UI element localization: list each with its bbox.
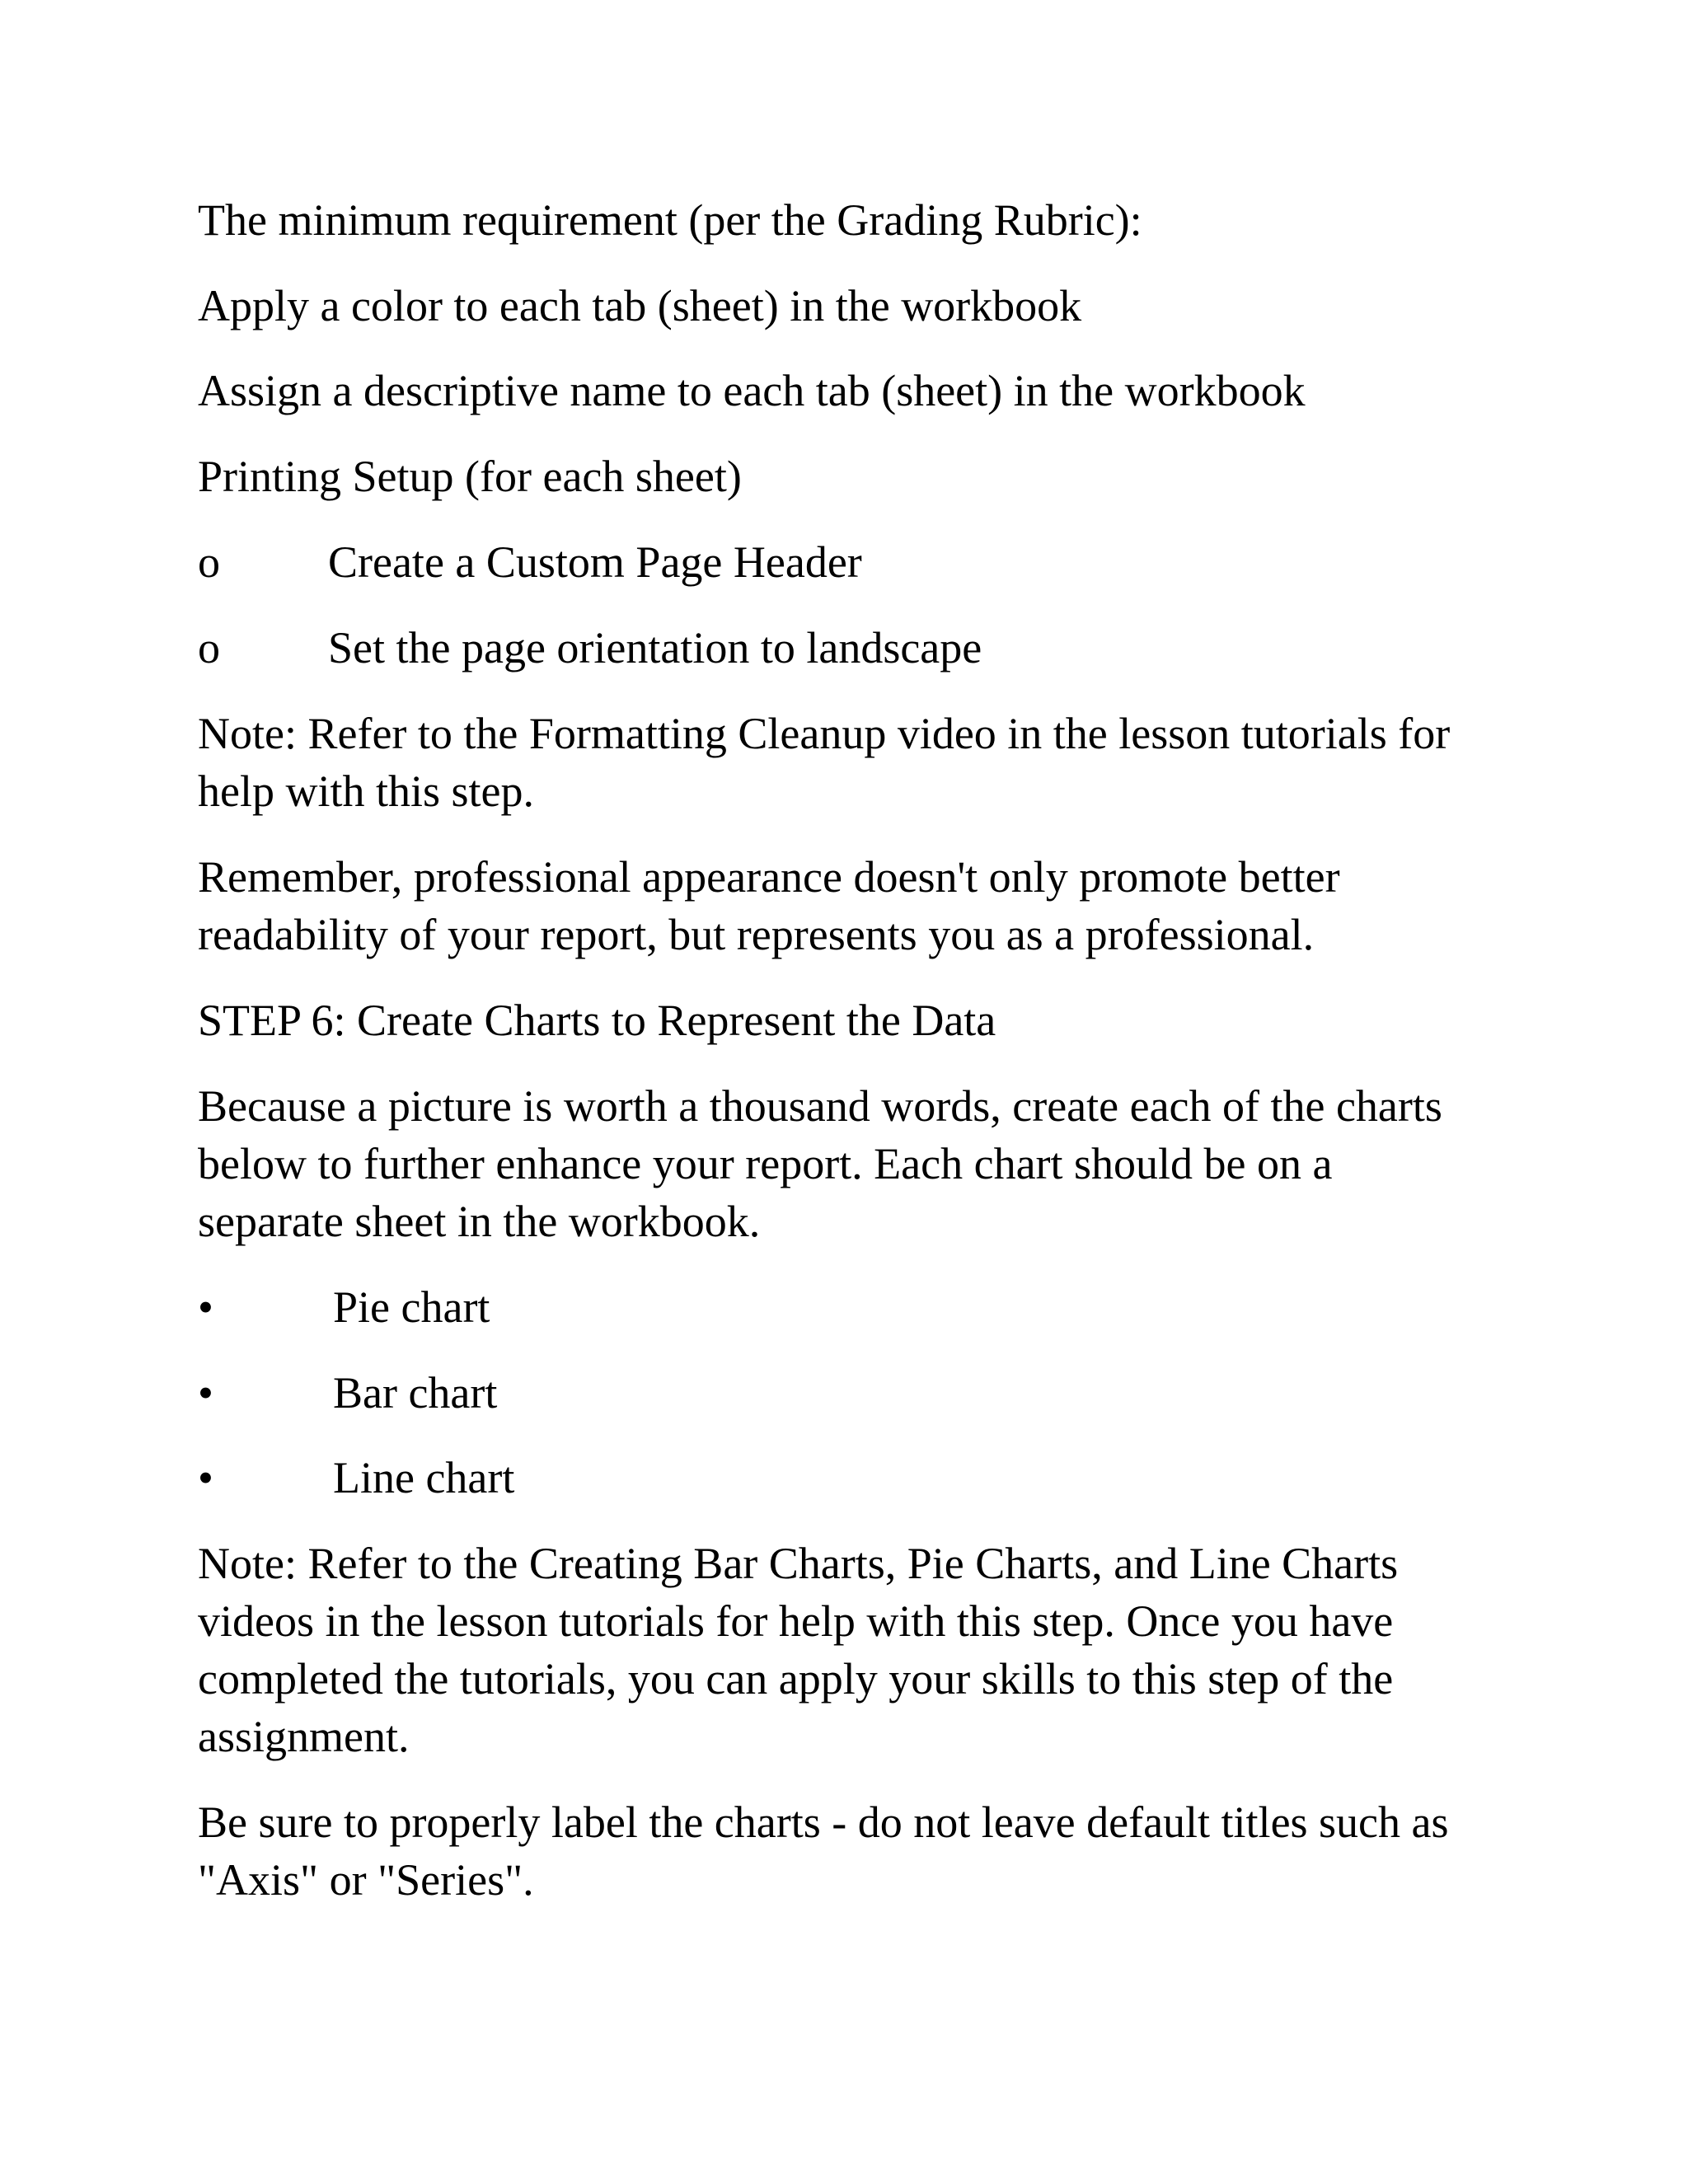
formatting-note [198, 705, 1484, 820]
paragraph-line: readability of your report, but represents you as a professional. [198, 910, 1315, 959]
bullet-marker: • [198, 1282, 213, 1332]
note-line: videos in the lesson tutorials for help with this step. Once you have [198, 1596, 1394, 1646]
bullet-marker: • [198, 1368, 213, 1418]
paragraph-line: Be sure to properly label the charts - do not leave default titles such as [198, 1797, 1449, 1847]
note-line: assignment. [198, 1712, 410, 1761]
bullet-marker: • [198, 1453, 213, 1502]
note-line: help with this step. [198, 766, 534, 816]
step6-intro [198, 1077, 1484, 1250]
charts-note [198, 1535, 1484, 1765]
remember-paragraph [198, 848, 1484, 963]
sub-item-text: Set the page orientation to landscape [328, 623, 982, 673]
bullet-text: Bar chart [333, 1368, 498, 1418]
sub-item-marker: o [198, 537, 220, 587]
requirement-tab-name: Assign a descriptive name to each tab (sheet) in the workbook [198, 366, 1306, 415]
labels-note [198, 1793, 1484, 1909]
bullet-text: Line chart [333, 1453, 515, 1502]
requirements-heading: The minimum requirement (per the Grading Rubric): [198, 195, 1142, 245]
note-line: Note: Refer to the Creating Bar Charts, Pie Charts, and Line Charts [198, 1539, 1399, 1588]
note-line: Note: Refer to the Formatting Cleanup video in the lesson tutorials for [198, 709, 1451, 758]
sub-item-marker: o [198, 623, 220, 673]
sub-item-text: Create a Custom Page Header [328, 537, 862, 587]
paragraph-line: Because a picture is worth a thousand words, create each of the charts [198, 1081, 1442, 1131]
bullet-text: Pie chart [333, 1282, 490, 1332]
paragraph-line: below to further enhance your report. Each chart should be on a [198, 1139, 1333, 1188]
requirement-printing-setup: Printing Setup (for each sheet) [198, 452, 742, 501]
paragraph-line: "Axis" or "Series". [198, 1855, 534, 1905]
step6-heading: STEP 6: Create Charts to Represent the Data [198, 996, 996, 1045]
requirement-tab-color: Apply a color to each tab (sheet) in the workbook [198, 281, 1082, 330]
paragraph-line: Remember, professional appearance doesn't only promote better [198, 852, 1340, 902]
note-line: completed the tutorials, you can apply your skills to this step of the [198, 1654, 1394, 1704]
paragraph-line: separate sheet in the workbook. [198, 1197, 761, 1246]
